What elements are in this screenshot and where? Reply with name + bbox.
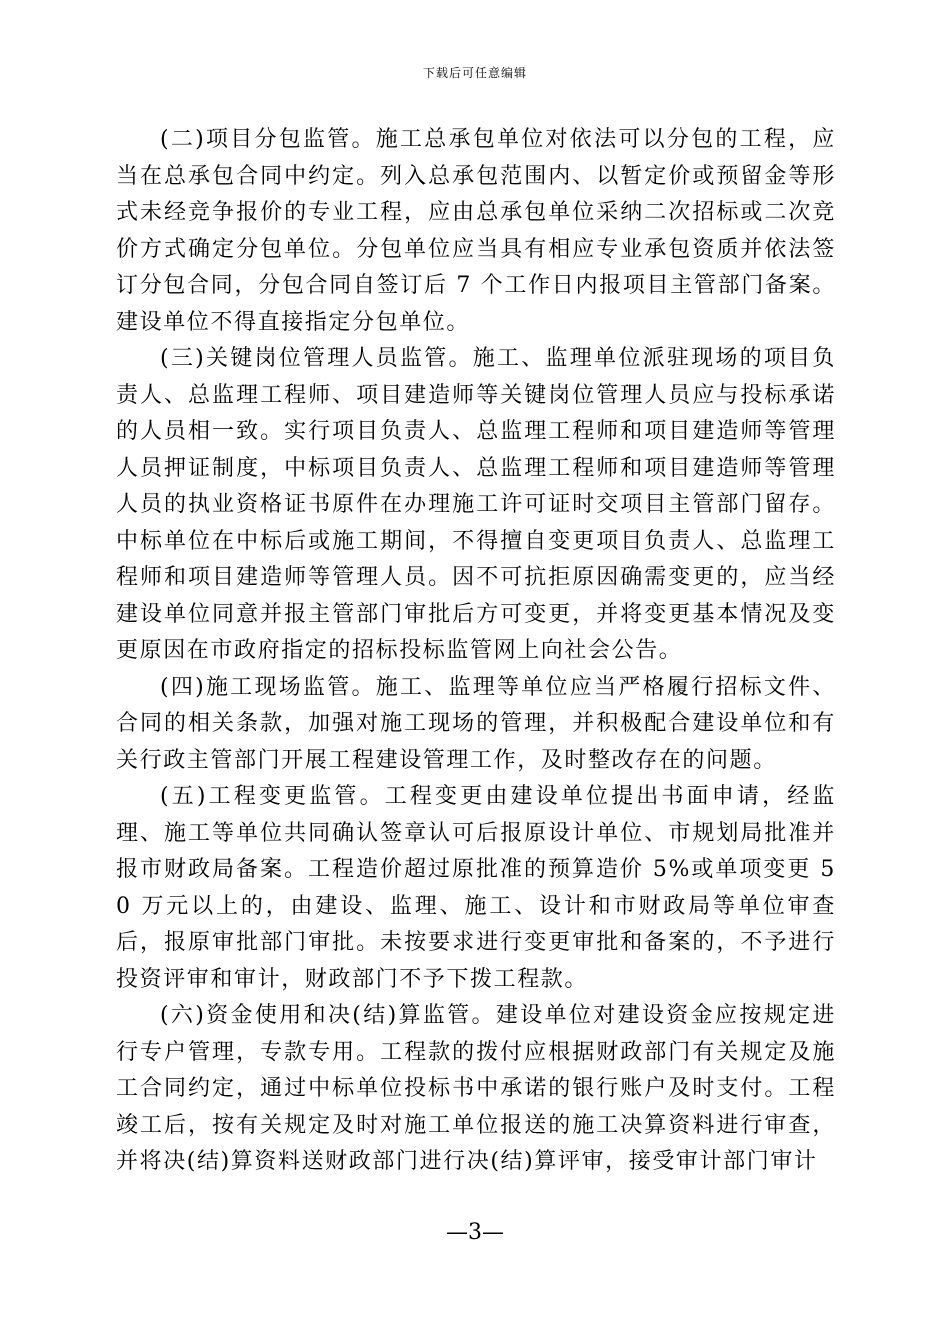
header-note: 下载后可任意编辑 xyxy=(422,66,527,80)
paragraph-site-supervision: (四)施工现场监管。施工、监理等单位应当严格履行招标文件、合同的相关条款，加强对施工现场的管理，并积极配合建设单位和有关行政主管部门开展工程建设管理工作，及时整改存在的问题。 xyxy=(116,674,836,773)
body-text xyxy=(116,122,836,1181)
paragraph-fund-settlement-supervision: (六)资金使用和决(结)算监管。建设单位对建设资金应按规定进行专户管理，专款专用。工程款的拨付应根据财政部门有关规定及施工合同约定，通过中标单位投标书中承诺的银行账户及时支付。工程竣工后，按有关规定及时对施工单位报送的施工决算资料进行审查，并将决(结)算资料送财政部门进行决(结)算评审，接受审计部门审计 xyxy=(116,1003,836,1174)
paragraph-key-personnel-supervision: (三)关键岗位管理人员监管。施工、监理单位派驻现场的项目负责人、总监理工程师、项目建造师等关键岗位管理人员应与投标承诺的人员相一致。实行项目负责人、总监理工程师和项目建造师等管理人员押证制度，中标项目负责人、总监理工程师和项目建造师等管理人员的执业资格证书原件在办理施工许可证时交项目主管部门留存。中标单位在中标后或施工期间，不得擅自变更项目负责人、总监理工程师和项目建造师等管理人员。因不可抗拒原因确需变更的，应当经建设单位同意并报主管部门审批后方可变更，并将变更基本情况及变更原因在市政府指定的招标投标监管网上向社会公告。 xyxy=(116,346,836,663)
page-number: —3— xyxy=(446,1220,504,1245)
paragraph-subcontract-supervision: (二)项目分包监管。施工总承包单位对依法可以分包的工程，应当在总承包合同中约定。列入总承包范围内、以暂定价或预留金等形式未经竞争报价的专业工程，应由总承包单位采纳二次招标或二次竞价方式确定分包单位。分包单位应当具有相应专业承包资质并依法签订分包合同，分包合同自签订后 7 个工作日内报项目主管部门备案。建设单位不得直接指定分包单位。 xyxy=(116,127,836,335)
paragraph-change-supervision: (五)工程变更监管。工程变更由建设单位提出书面申请，经监理、施工等单位共同确认签章认可后报原设计单位、市规划局批准并报市财政局备案。工程造价超过原批准的预算造价 5%或单项变更 50 万元以上的，由建设、监理、施工、设计和市财政局等单位审查后，报原审批部门审批。未按要求进行变更审批和备案的，不予进行投资评审和审计，财政部门不予下拨工程款。 xyxy=(116,784,836,992)
